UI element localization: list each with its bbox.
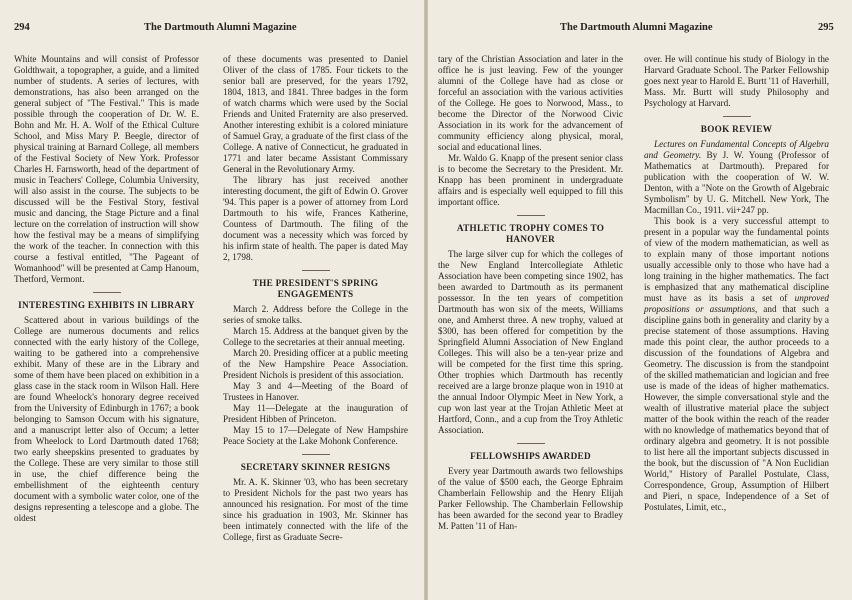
review-emphasis: unproved propositions or assumptions, (644, 293, 829, 314)
event-item: March 2. Address before the College in the series of smoke talks. (223, 304, 408, 325)
paragraph: Every year Dartmouth awards two fellowships of the value of $500 each, the George Ephraim Chamberlain Fellowship and the Henry Elijah Parker Fellowship. The Chamberlain Fellowship has been awarded for the second year to Bradley M. Patten '11 of Han- (438, 466, 623, 531)
divider (302, 454, 330, 455)
event-item: May 3 and 4—Meeting of the Board of Trustees in Hanover. (223, 381, 408, 402)
section-heading: ATHLETIC TROPHY COMES TO HANOVER (456, 223, 605, 244)
right-page (428, 0, 852, 600)
divider (302, 270, 330, 271)
paragraph: The library has just received another interesting document, the gift of Edwin O. Grover '94. This paper is a power of attorney from Lord Dartmouth to his wife, Frances Katherine, Countess of Dartmouth. The filing of the document was a necessity which was forced by his infirm state of health. The paper is dated May 2, 1798. (223, 175, 408, 262)
section-heading: THE PRESIDENT'S SPRING ENGAGEMENTS (252, 278, 379, 299)
running-head: The Dartmouth Alumni Magazine (560, 22, 713, 33)
section-heading: SECRETARY SKINNER RESIGNS (240, 462, 391, 472)
column-2 (223, 54, 408, 543)
paragraph: Mr. Waldo G. Knapp of the present senior class is to become the Secretary to the President. Mr. Knapp has been prominent in undergraduate affairs and is especially well equipped to fill this important office. (438, 153, 623, 207)
review-text: This book is a very successful attempt to present in a popular way the fundamental points of view of the modern mathematician, as well as to explain many of those important notions usually accessible only to those who have had a long training in the higher mathematics. The fact is emphasized that any mathematical discipline must have as its basis a set of (644, 216, 829, 303)
paragraph: White Mountains and will consist of Professor Goldthwait, a topographer, a guide, and a limited number of students. A series of lectures, with demonstrations, has also been arranged on the general subject of "The Festival." This is made possible through the cooperation of Dr. W. E. Bohn and Mr. H. A. Wolf of the Ethical Culture School, and Miss Mary P. Beegle, director of physical training at Barnard College, all members of the Festival Society of New York. Professor Charles H. Farnsworth, head of the department of music in Teachers' College, Columbia University, will also assist in the course. The subjects to be discussed will be the Festival Story, festival music and dancing, the Stage Picture and a final lecture on the correlation of instruction will show how the festival may be a means of simplifying the work of the teacher. In connection with this course a festival entitled, "The Pageant of Womanhood" will be presented at Camp Hanoum, Thetford, Vermont. (14, 54, 199, 284)
review-paragraph (644, 216, 829, 513)
paragraph: of these documents was presented to Daniel Oliver of the class of 1785. Four tickets to the senior ball are preserved, for the years 1792, 1804, 1813, and 1841. Three badges in the form of watch charms which were used by the Social Friends and United Fraternity are also preserved. Another interesting exhibit is a colored miniature of Samuel Gray, a graduate of the first class of the College. A native of Connecticut, he graduated in 1771 and later became Assistant Commissary General in the Revolutionary Army. (223, 54, 408, 174)
divider (93, 292, 121, 293)
page-number: 294 (14, 22, 30, 33)
book-byline: By J. W. Young (Professor of Mathematics at Dartmouth). Prepared for publication with the cooperation of W. W. Denton, with a "Note on the Growth of Algebraic Symbolism" by U. G. Mitchell. New York, The Macmillan Co., 1911. vii+247 pp. (644, 150, 830, 215)
column-2 (644, 54, 829, 513)
section-heading: BOOK REVIEW (700, 124, 773, 134)
column-1 (438, 54, 623, 532)
event-item: May 15 to 17—Delegate of New Hampshire Peace Society at the Lake Mohonk Conference. (223, 425, 408, 446)
column-1 (14, 54, 199, 524)
review-text: and that such a discipline gains both in generality and clarity by a precise statement of those assumptions. Having made this point clear, the author proceeds to a discussion of the foundations of Algebra and Geometry. The discussion is from the standpoint of the skilled mathematician and logician and free use is made of the ideas of higher mathematics. However, the simple conversational style and the wealth of illustrative material place the subject matter of the book within the reach of the reader with no knowledge of mathematics beyond that of ordinary algebra and geometry. It is not possible to list here all the important subjects discussed in the book, but the discussion of "A Non Euclidian World," History of Parallel Postulate, Class, Correspondence, Group, Assumption of Hilbert and Pieri, n space, Independence of a Set of Postulates, Limit, etc., (644, 304, 829, 512)
paragraph: Scattered about in various buildings of the College are numerous documents and relics connected with the early history of the College, waiting to be gathered into a comprehensive exhibit. Many of these are in the Library and some of them have been placed on exhibition in a glass case in the stack room in Wilson Hall. Here are found Wheelock's honorary degree received from the University of Edinburgh in 1767; a book belonging to Samson Occum with his signature, and a manuscript letter also of Occum; a letter from Wheelock to Lord Dartmouth dated 1768; two early sheepskins presented to graduates by the College. These are very similar to those still in use, the chief difference being the embellishment of the eighteenth century document with a symbolic water color, one of the designs representing a telescope and a globe. The oldest (14, 315, 199, 523)
left-page (0, 0, 424, 600)
event-item: March 20. Presiding officer at a public meeting of the New Hampshire Peace Association. President Nichols is president of this association. (223, 348, 408, 380)
paragraph: over. He will continue his study of Biology in the Harvard Graduate School. The Parker Fellowship goes next year to Harold E. Burtt '11 of Haverhill, Mass. Mr. Burtt will study Philosophy and Psychology at Harvard. (644, 54, 829, 108)
book-title: Lectures on Fundamental Concepts of Algebra and Geometry. (644, 139, 829, 160)
event-item: May 11—Delegate at the inauguration of President Hibben of Princeton. (223, 403, 408, 424)
section-heading: INTERESTING EXHIBITS IN LIBRARY (18, 300, 195, 310)
paragraph: Mr. A. K. Skinner '03, who has been secretary to President Nichols for the past two years has announced his resignation. For most of the time since his graduation in 1903, Mr. Skinner has been intimately connected with the life of the College, first as Graduate Secre- (223, 477, 408, 542)
divider (517, 443, 545, 444)
book-citation (644, 139, 829, 216)
divider (723, 116, 751, 117)
section-heading: FELLOWSHIPS AWARDED (470, 451, 591, 461)
page-number: 295 (818, 22, 834, 33)
event-item: March 15. Address at the banquet given by the College to the secretaries at their annual meeting. (223, 326, 408, 347)
paragraph: The large silver cup for which the colleges of the New England Intercollegiate Athletic Association have been competing since 1902, has been awarded to Dartmouth as its permanent possessor. In the ten years of competition Dartmouth has won six of the meets, Williams one, and Amherst three. A new trophy, valued at $300, has been offered for competition by the Springfield Alumni Association of New England Colleges. This will also be a ten-year prize and will be competed for the first time this spring. Other trophies which Dartmouth has recently received are a large bronze plaque won in 1910 at the annual Indoor Olympic Meet in New York, a cup won last year at the Trojan Athletic Meet at Hartford, Conn., and a cup from the Troy Athletic Association. (438, 249, 623, 435)
paragraph: tary of the Christian Association and later in the office he is just leaving. Few of the younger alumni of the College have had as close or forceful an association with the various activities of the College. He goes to Norwood, Mass., to become the Director of the Norwood Civic Association in its work for the advancement of community efficiency along physical, moral, social and educational lines. (438, 54, 623, 152)
running-head: The Dartmouth Alumni Magazine (144, 22, 297, 33)
divider (517, 215, 545, 216)
